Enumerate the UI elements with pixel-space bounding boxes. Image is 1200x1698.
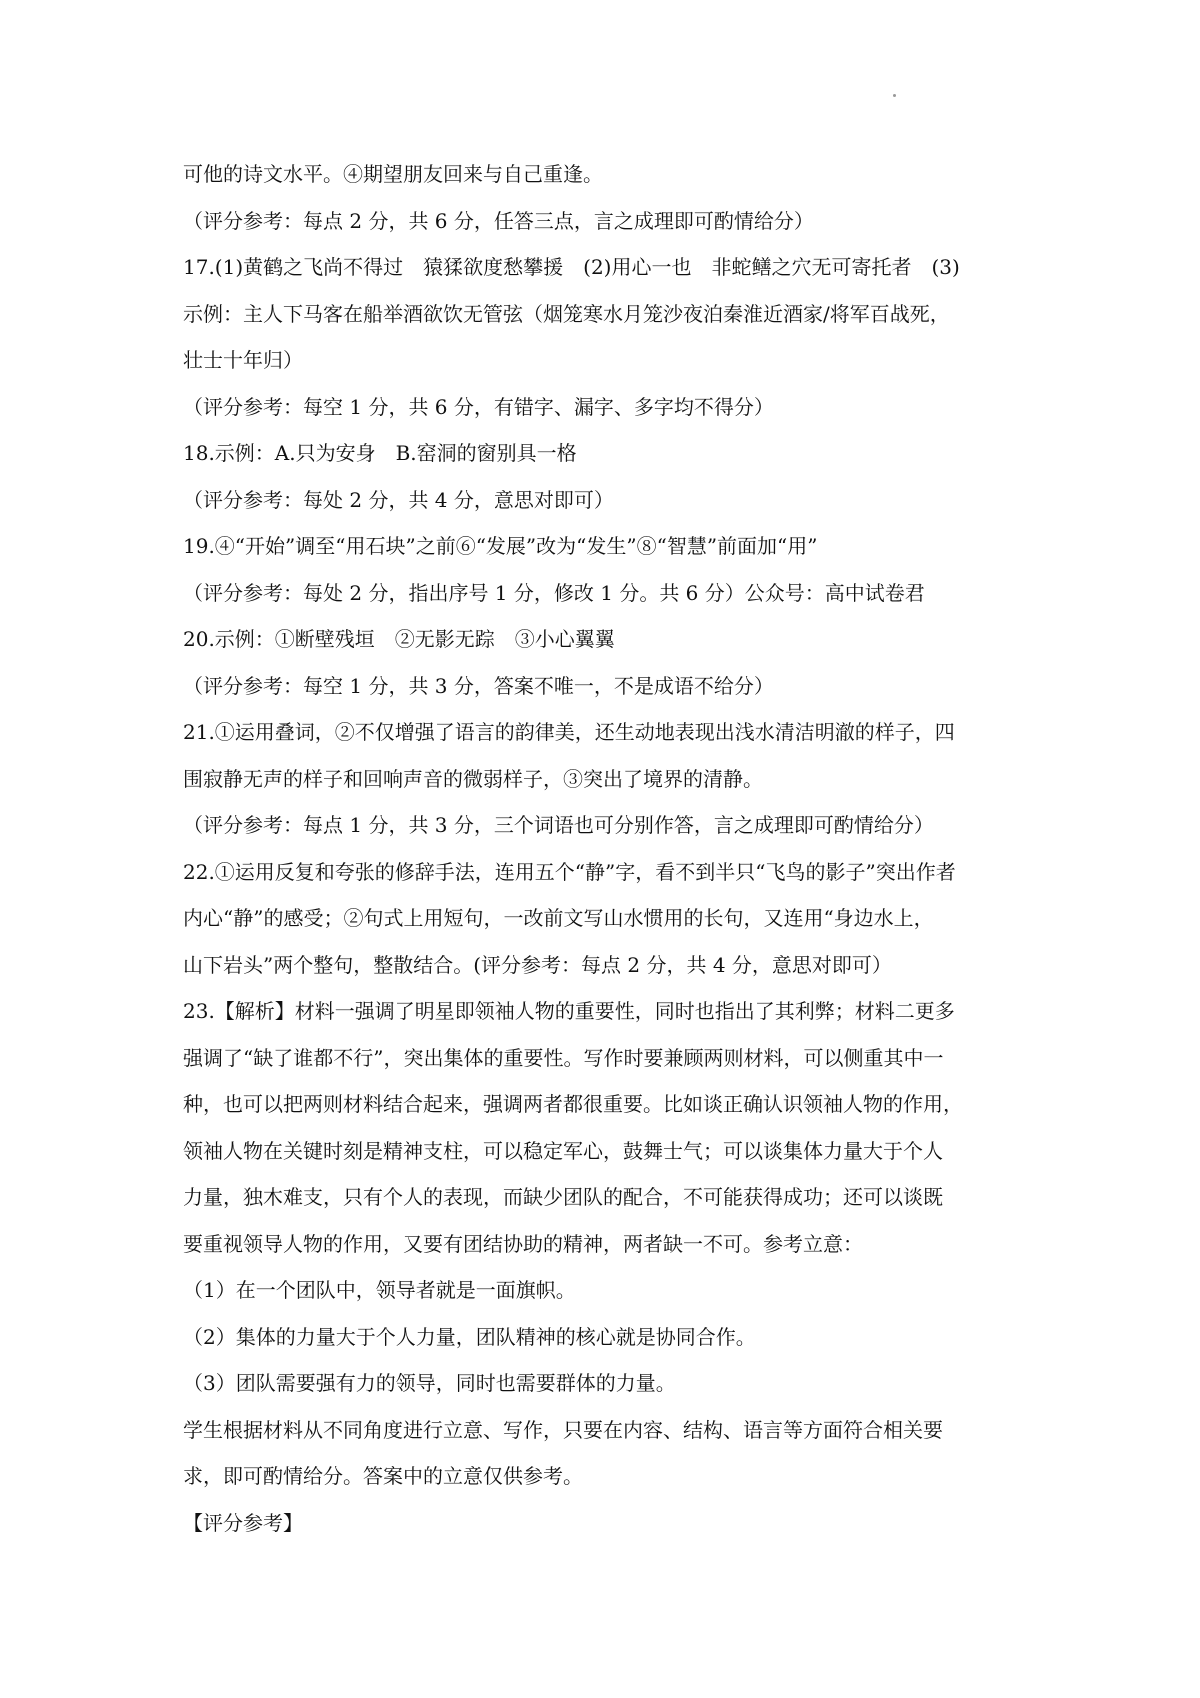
text-line: （1）在一个团队中，领导者就是一面旗帜。 bbox=[183, 1278, 576, 1302]
text-line: 17.(1)黄鹤之飞尚不得过 猿猱欲度愁攀援 (2)用心一也 非蛇鳝之穴无可寄托者 (3) bbox=[183, 255, 960, 279]
text-line: 20.示例：①断壁残垣 ②无影无踪 ③小心翼翼 bbox=[183, 627, 615, 651]
text-line: （评分参考：每空 1 分，共 3 分，答案不唯一，不是成语不给分） bbox=[183, 673, 774, 698]
answer-page bbox=[183, 151, 1033, 1546]
text-line: （2）集体的力量大于个人力量，团队精神的核心就是协同合作。 bbox=[183, 1324, 756, 1349]
text-line: 要重视领导人物的作用，又要有团结协助的精神，两者缺一不可。参考立意： bbox=[183, 1231, 863, 1256]
text-line: 求，即可酌情给分。答案中的立意仅供参考。 bbox=[183, 1464, 583, 1488]
text-line: 【评分参考】 bbox=[183, 1510, 303, 1535]
text-line: 壮士十年归） bbox=[183, 348, 303, 372]
text-line: 内心“静”的感受；②句式上用短句，一改前文写山水惯用的长句，又连用“身边水上， bbox=[183, 906, 934, 930]
text-line: 18.示例：A.只为安身 B.窑洞的窗别具一格 bbox=[183, 441, 577, 465]
text-line: （评分参考：每处 2 分，指出序号 1 分，修改 1 分。共 6 分）公众号：高中试卷君 bbox=[183, 580, 925, 605]
text-line: （评分参考：每点 2 分，共 6 分，任答三点，言之成理即可酌情给分） bbox=[183, 208, 814, 233]
text-line: 21.①运用叠词，②不仅增强了语言的韵律美，还生动地表现出浅水清洁明澈的样子，四 bbox=[183, 720, 955, 744]
text-line: 学生根据材料从不同角度进行立意、写作，只要在内容、结构、语言等方面符合相关要 bbox=[183, 1417, 943, 1442]
text-line: 围寂静无声的样子和回响声音的微弱样子，③突出了境界的清静。 bbox=[183, 766, 763, 791]
text-line: 示例：主人下马客在船举酒欲饮无管弦（烟笼寒水月笼沙夜泊秦淮近酒家/将军百战死， bbox=[183, 301, 950, 326]
text-line: 种，也可以把两则材料结合起来，强调两者都很重要。比如谈正确认识领袖人物的作用， bbox=[183, 1092, 963, 1116]
text-line: 山下岩头”两个整句，整散结合。(评分参考：每点 2 分，共 4 分，意思对即可） bbox=[183, 952, 892, 977]
text-line: 领袖人物在关键时刻是精神支柱，可以稳定军心，鼓舞士气；可以谈集体力量大于个人 bbox=[183, 1138, 943, 1163]
text-line: 22.①运用反复和夸张的修辞手法，连用五个“静”字，看不到半只“飞鸟的影子”突出作者 bbox=[183, 859, 956, 884]
text-line: （评分参考：每点 1 分，共 3 分，三个词语也可分别作答，言之成理即可酌情给分） bbox=[183, 813, 934, 837]
text-line: （评分参考：每处 2 分，共 4 分，意思对即可） bbox=[183, 487, 614, 512]
text-line: 可他的诗文水平。④期望朋友回来与自己重逢。 bbox=[183, 162, 603, 186]
text-line: 19.④“开始”调至“用石块”之前⑥“发展”改为“发生”⑧“智慧”前面加“用” bbox=[183, 534, 818, 558]
text-line: 23.【解析】材料一强调了明星即领袖人物的重要性，同时也指出了其利弊；材料二更多 bbox=[183, 999, 955, 1023]
text-line: 力量，独木难支，只有个人的表现，而缺少团队的配合，不可能获得成功；还可以谈既 bbox=[183, 1185, 943, 1209]
page-dot bbox=[893, 94, 896, 97]
text-line: （3）团队需要强有力的领导，同时也需要群体的力量。 bbox=[183, 1371, 676, 1395]
text-line: 强调了“缺了谁都不行”，突出集体的重要性。写作时要兼顾两则材料，可以侧重其中一 bbox=[183, 1045, 944, 1070]
text-line: （评分参考：每空 1 分，共 6 分，有错字、漏字、多字均不得分） bbox=[183, 394, 774, 419]
